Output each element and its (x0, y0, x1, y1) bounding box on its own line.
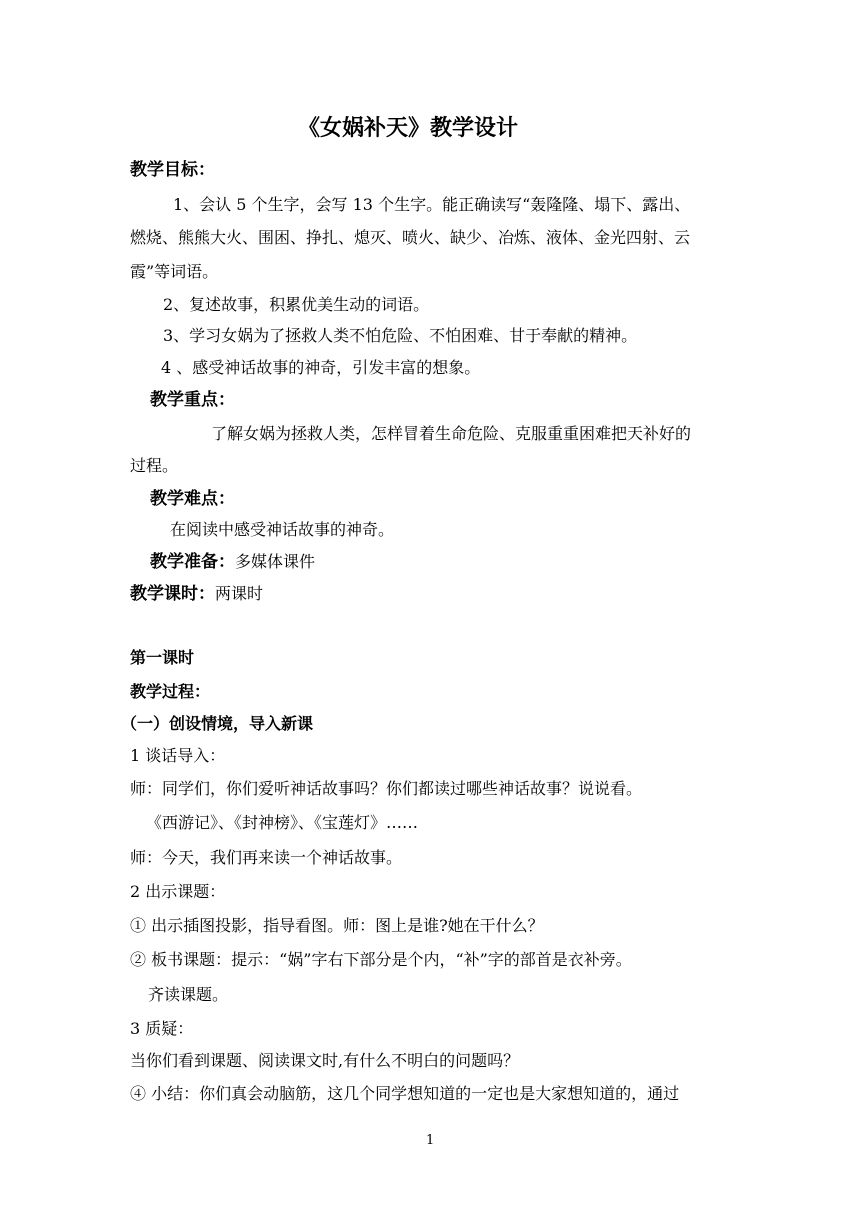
difficulty-text: 在阅读中感受神话故事的神奇。 (170, 520, 395, 539)
lesson-line: 齐读课题。 (148, 985, 229, 1004)
lesson-line: ④ 小结：你们真会动脑筋，这几个同学想知道的一定也是大家想知道的，通过 (130, 1084, 680, 1103)
page-number: 1 (426, 1133, 435, 1148)
objective-line: 4 、感受神话故事的神奇，引发丰富的想象。 (161, 358, 481, 377)
lesson-line: 《西游记》、《封神榜》、《宝莲灯》…… (146, 813, 419, 832)
objective-line: 1、会认 5 个生字，会写 13 个生字。能正确读写“轰隆隆、塌下、露出、 (173, 195, 691, 214)
key-points-line: 过程。 (130, 456, 179, 475)
lesson-line: ① 出示插图投影，指导看图。师：图上是谁?她在干什么？ (130, 916, 544, 935)
lesson-period: 第一课时 (130, 648, 195, 667)
preparation-text: 多媒体课件 (235, 552, 316, 571)
periods-line (130, 584, 263, 604)
objective-line: 霞”等词语。 (130, 262, 219, 281)
lesson-line: 1 谈话导入： (130, 746, 226, 765)
lesson-line: ② 板书课题：提示：“娲”字右下部分是个内，“补”字的部首是衣补旁。 (130, 950, 632, 969)
lesson-line: 3 质疑： (130, 1019, 194, 1038)
periods-text: 两课时 (215, 584, 264, 603)
lesson-line: 当你们看到课题、阅读课文时,有什么不明白的问题吗？ (130, 1051, 520, 1070)
preparation-heading: 教学准备： (150, 552, 235, 572)
preparation-line (150, 552, 315, 572)
lesson-line: 2 出示课题： (130, 882, 226, 901)
objective-line: 燃烧、熊熊大火、围困、挣扎、熄灭、喷火、缺少、冶炼、液体、金光四射、云 (130, 228, 691, 247)
section-heading: （一）创设情境，导入新课 (121, 714, 314, 733)
difficulty-heading: 教学难点： (150, 489, 235, 509)
key-points-heading: 教学重点： (150, 390, 235, 410)
lesson-line: 师：同学们，你们爱听神话故事吗？你们都读过哪些神话故事？说说看。 (130, 779, 643, 798)
objective-line: 3、学习女娲为了拯救人类不怕危险、不怕困难、甘于奉献的精神。 (163, 326, 638, 345)
process-heading: 教学过程： (130, 682, 211, 701)
objective-line: 2、复述故事，积累优美生动的词语。 (163, 295, 430, 314)
periods-heading: 教学课时： (130, 584, 215, 604)
key-points-line: 了解女娲为拯救人类，怎样冒着生命危险、克服重重困难把天补好的 (211, 424, 692, 443)
document-title: 《女娲补天》教学设计 (298, 115, 519, 141)
objectives-heading: 教学目标： (130, 160, 215, 180)
lesson-line: 师：今天，我们再来读一个神话故事。 (130, 848, 403, 867)
